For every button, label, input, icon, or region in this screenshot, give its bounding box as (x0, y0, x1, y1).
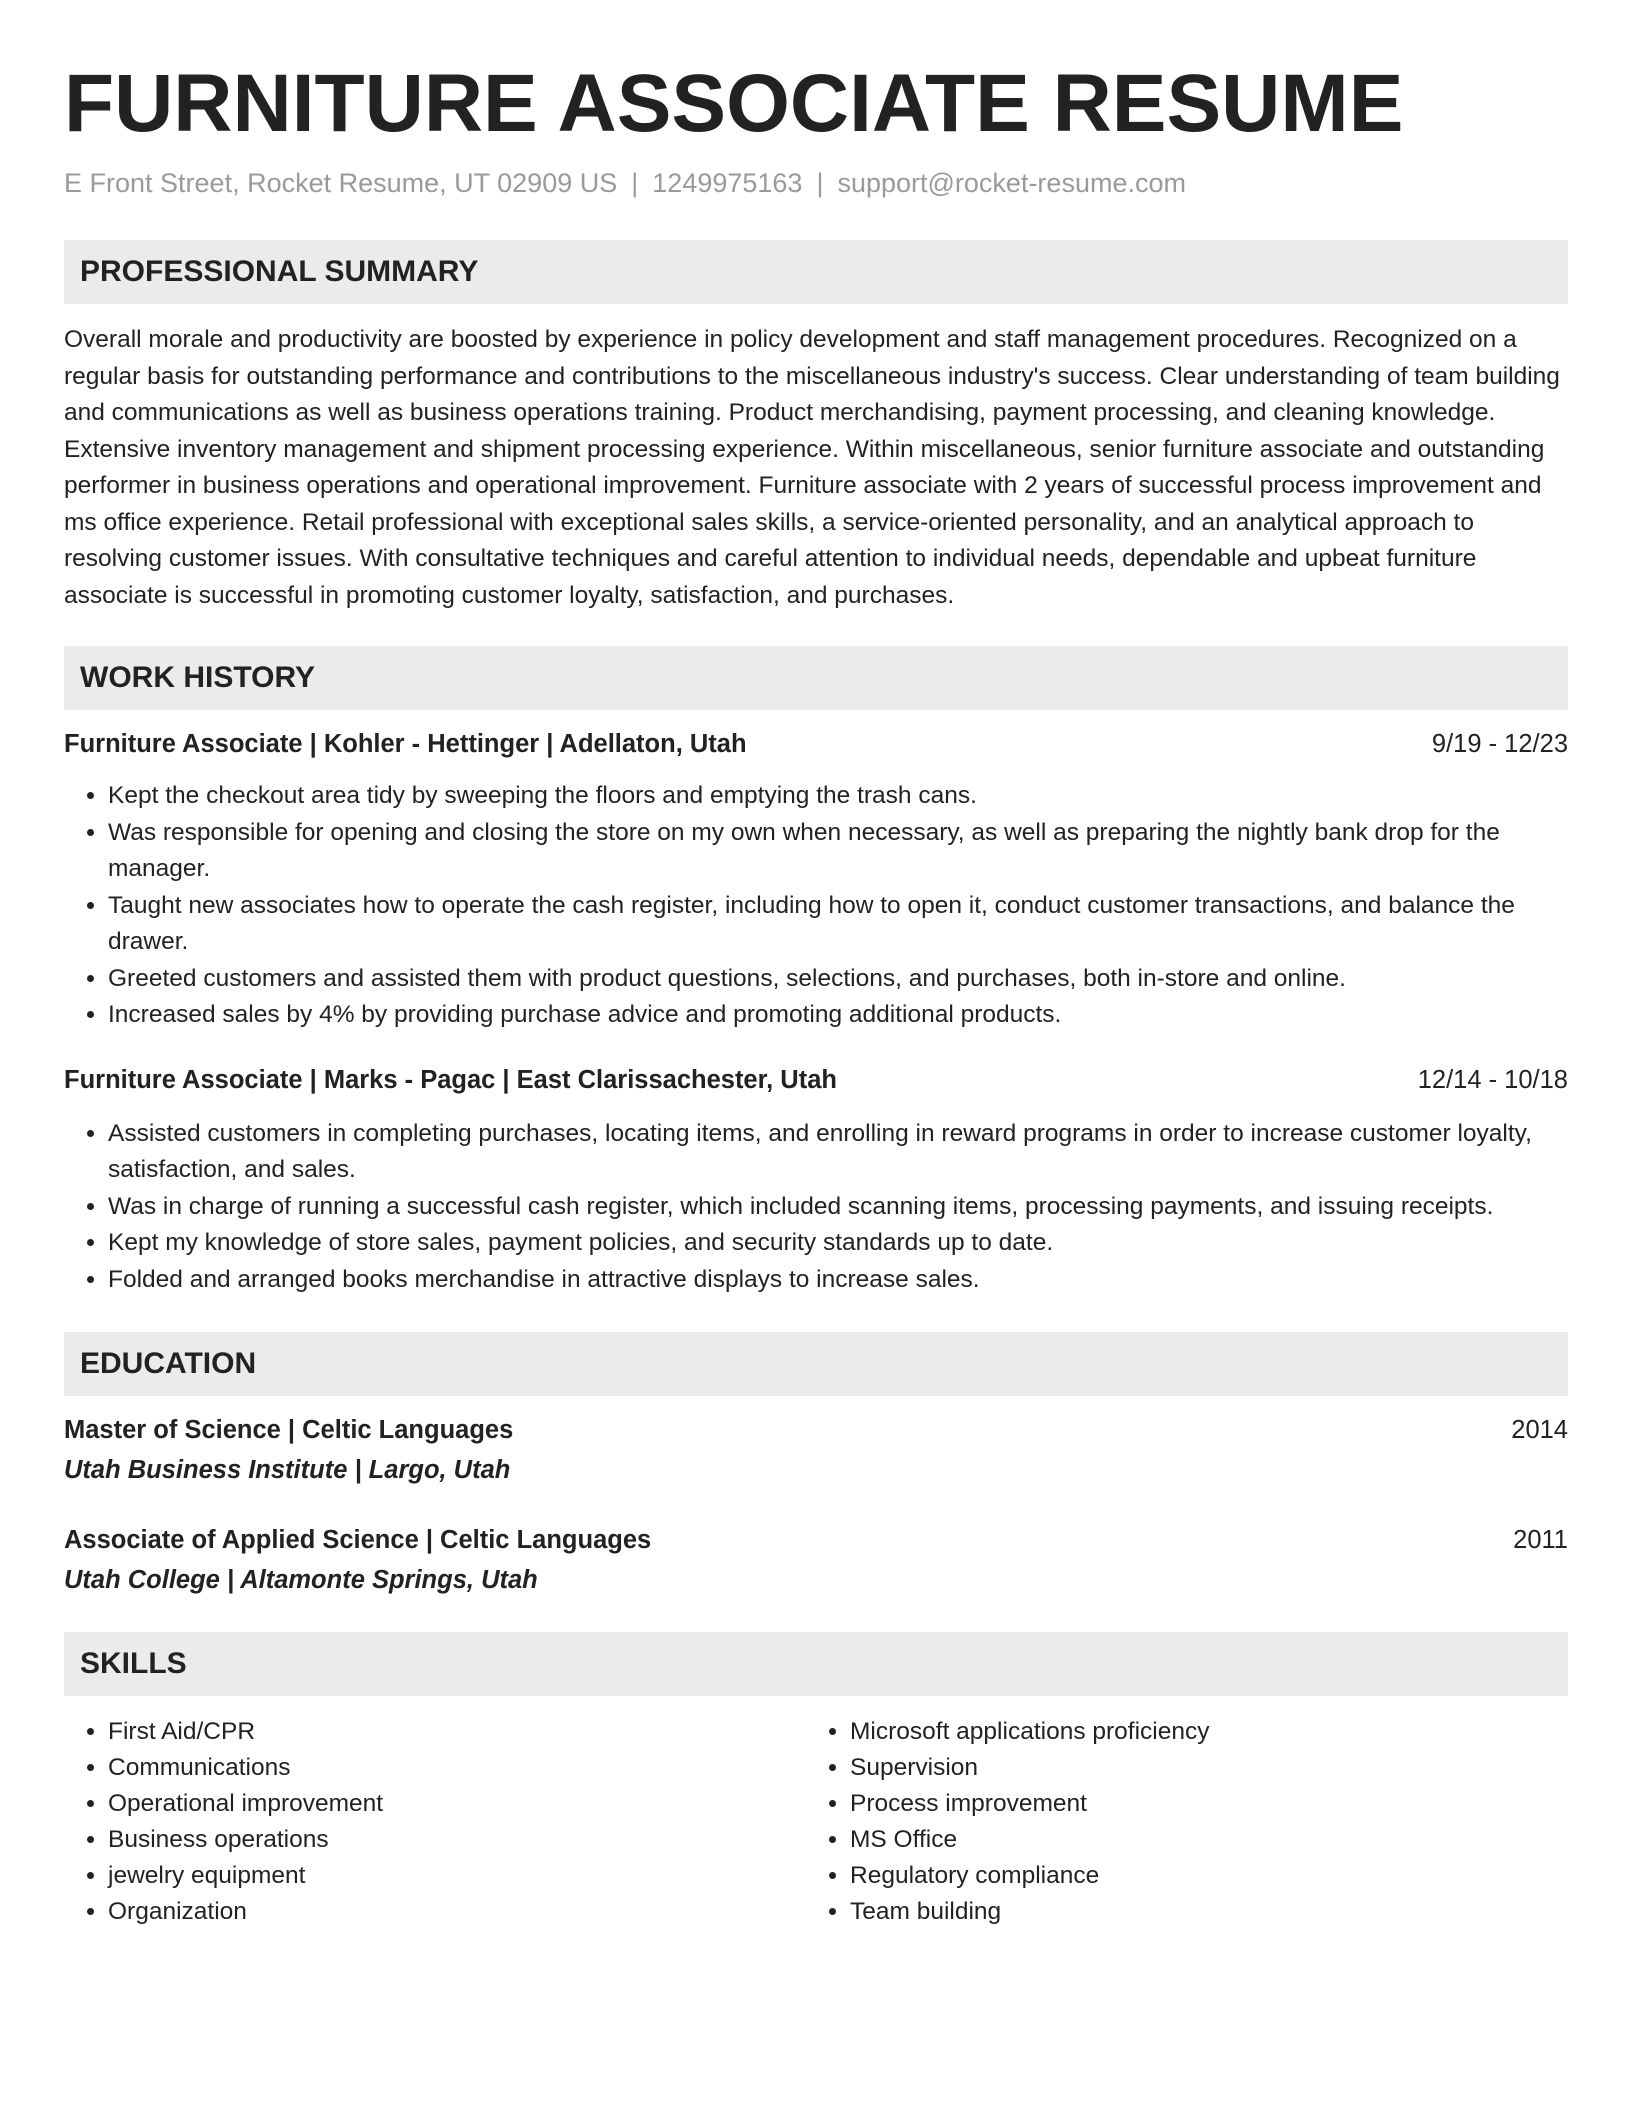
summary-section (64, 240, 1568, 614)
skill-item: • Regulatory compliance (850, 1858, 1548, 1894)
job-bullet: • Greeted customers and assisted them with product questions, selections, and purchases, both in-store and online. (108, 961, 1568, 998)
education-degree: Associate of Applied Science | Celtic Languages (64, 1526, 652, 1554)
job-entry (64, 1062, 1568, 1299)
job-bullets (64, 1116, 1568, 1299)
contact-email: support@rocket-resume.com (837, 168, 1186, 198)
skill-item: • Supervision (850, 1750, 1548, 1786)
skill-item: • MS Office (850, 1822, 1548, 1858)
skills-heading: SKILLS (64, 1632, 1568, 1696)
job-header (64, 726, 1568, 762)
education-entry (64, 1412, 1568, 1488)
skill-item: • First Aid/CPR (108, 1714, 806, 1750)
skill-item: • Operational improvement (108, 1786, 806, 1822)
job-bullet: • Taught new associates how to operate the cash register, including how to open it, conduct customer transactions, and balance the drawer. (108, 888, 1568, 961)
job-header (64, 1062, 1568, 1098)
work-history-section (64, 646, 1568, 1298)
education-header (64, 1522, 1568, 1558)
education-heading: EDUCATION (64, 1332, 1568, 1396)
education-degree: Master of Science | Celtic Languages (64, 1416, 514, 1444)
education-school: Utah Business Institute | Largo, Utah (64, 1456, 511, 1484)
job-bullet: • Folded and arranged books merchandise in attractive displays to increase sales. (108, 1262, 1568, 1299)
contact-line (64, 166, 1568, 200)
job-dates: 9/19 - 12/23 (1431, 730, 1568, 758)
resume-title: FURNITURE ASSOCIATE RESUME (64, 58, 1404, 149)
contact-address: E Front Street, Rocket Resume, UT 02909 US (64, 168, 618, 198)
job-bullet: • Was in charge of running a successful cash register, which included scanning items, processing payments, and issuing receipts. (108, 1189, 1568, 1226)
job-title: Furniture Associate | Kohler - Hettinger | Adellaton, Utah (64, 730, 747, 758)
skill-item: • Business operations (108, 1822, 806, 1858)
job-bullet: • Kept my knowledge of store sales, payment policies, and security standards up to date. (108, 1225, 1568, 1262)
summary-text: Overall morale and productivity are boosted by experience in policy development and staff management procedures. Recognized on a regular basis for outstanding performance and contributions to the miscellaneous industry's success. Clear understanding of team building and communications as well as business operations training. Product merchandising, payment processing, and cleaning knowledge. Extensive inventory management and shipment processing experience. Within miscellaneous, senior furniture associate and outstanding performer in business operations and operational improvement. Furniture associate with 2 years of successful process improvement and ms office experience. Retail professional with exceptional sales skills, a service-oriented personality, and an analytical approach to resolving customer issues. With consultative techniques and careful attention to individual needs, dependable and upbeat furniture associate is successful in promoting customer loyalty, satisfaction, and purchases. (64, 326, 1560, 609)
work-history-heading: WORK HISTORY (64, 646, 1568, 710)
skill-item: • jewelry equipment (108, 1858, 806, 1894)
education-section (64, 1332, 1568, 1598)
skills-column-left (64, 1714, 806, 1930)
job-bullet: • Kept the checkout area tidy by sweeping the floors and emptying the trash cans. (108, 778, 1568, 815)
education-school: Utah College | Altamonte Springs, Utah (64, 1566, 538, 1594)
education-entry (64, 1522, 1568, 1598)
education-year: 2011 (1513, 1526, 1568, 1554)
skill-item: • Organization (108, 1894, 806, 1930)
job-bullet: • Was responsible for opening and closing the store on my own when necessary, as well as preparing the nightly bank drop for the manager. (108, 815, 1568, 888)
skill-item: • Process improvement (850, 1786, 1548, 1822)
skills-column-right (806, 1714, 1548, 1930)
contact-separator: | (631, 168, 639, 198)
contact-separator: | (816, 168, 824, 198)
contact-phone: 1249975163 (652, 168, 803, 198)
skill-item: • Communications (108, 1750, 806, 1786)
education-header (64, 1412, 1568, 1448)
skill-item: • Microsoft applications proficiency (850, 1714, 1548, 1750)
summary-heading: PROFESSIONAL SUMMARY (64, 240, 1568, 304)
job-dates: 12/14 - 10/18 (1417, 1065, 1568, 1094)
skill-item: • Team building (850, 1894, 1548, 1930)
job-bullets (64, 778, 1568, 1034)
job-bullet: • Assisted customers in completing purchases, locating items, and enrolling in reward programs in order to increase customer loyalty, satisfaction, and sales. (108, 1116, 1568, 1189)
job-title: Furniture Associate | Marks - Pagac | East Clarissachester, Utah (64, 1065, 837, 1094)
job-entry (64, 726, 1568, 1034)
skills-columns (64, 1714, 1568, 1930)
job-bullet: • Increased sales by 4% by providing purchase advice and promoting additional products. (108, 997, 1568, 1034)
education-year: 2014 (1511, 1416, 1568, 1444)
skills-section (64, 1632, 1568, 1930)
